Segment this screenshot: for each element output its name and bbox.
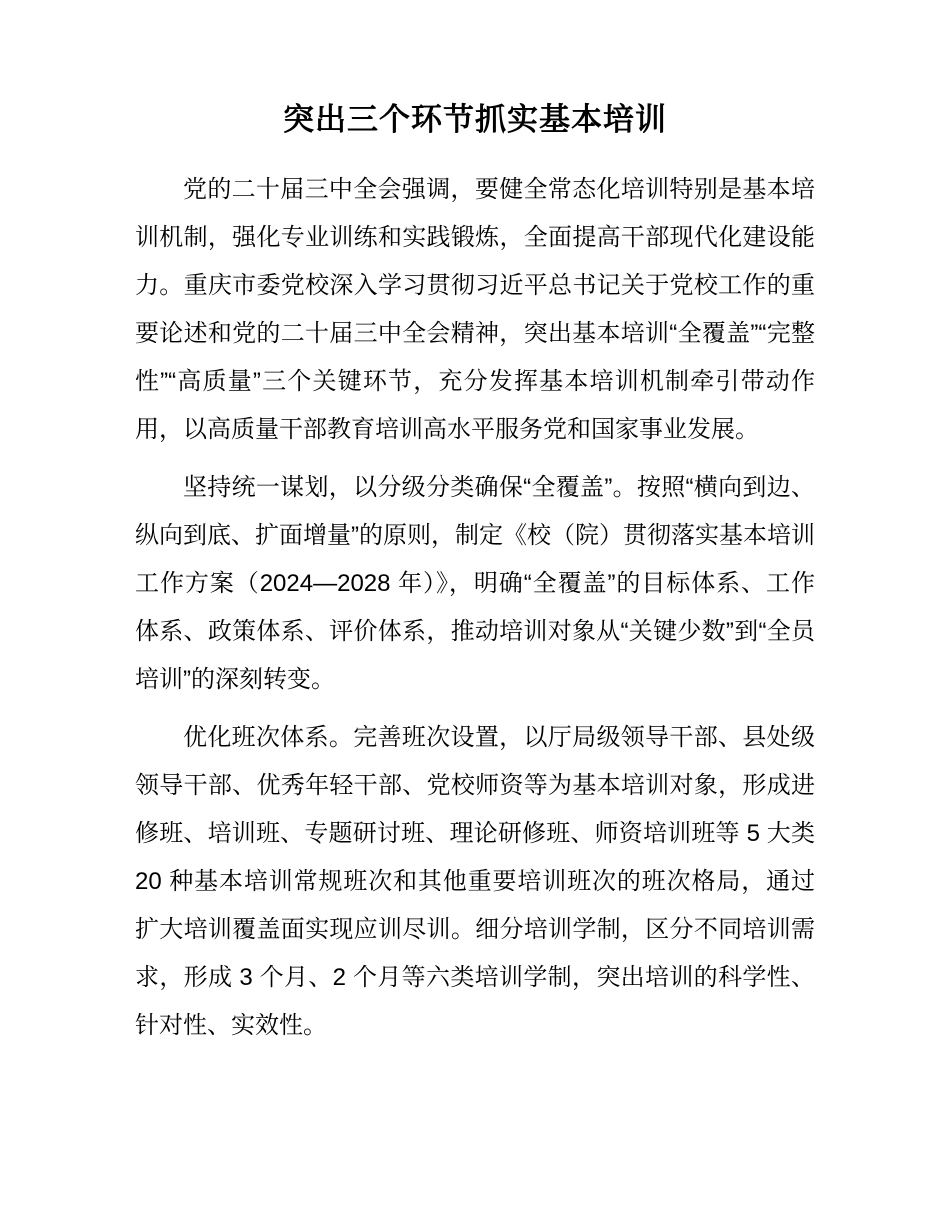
paragraph-3: 优化班次体系。完善班次设置，以厅局级领导干部、县处级领导干部、优秀年轻干部、党校师资等为基本培训对象，形成进修班、培训班、专题研讨班、理论研修班、师资培训班等 5 大类 20 种基本培训常规班次和其他重要培训班次的班次格局，通过扩大培训覆盖面实现应训尽训。细分培训学制，区分不同培训需求，形成 3 个月、2 个月等六类培训学制，突出培训的科学性、针对性、实效性。 — [135, 724, 815, 1039]
paragraph-2: 坚持统一谋划，以分级分类确保“全覆盖”。按照“横向到边、纵向到底、扩面增量”的原则，制定《校（院）贯彻落实基本培训工作方案（2024—2028 年）》，明确“全覆盖”的目标体系、工作体系、政策体系、评价体系，推动培训对象从“关键少数”到“全员培训”的深刻转变。 — [135, 474, 815, 693]
document-body — [135, 166, 815, 1050]
document-title: 突出三个环节抓实基本培训 — [283, 102, 667, 137]
paragraph-1: 党的二十届三中全会强调，要健全常态化培训特别是基本培训机制，强化专业训练和实践锻炼，全面提高干部现代化建设能力。重庆市委党校深入学习贯彻习近平总书记关于党校工作的重要论述和党的二十届三中全会精神，突出基本培训“全覆盖”“完整性”“高质量”三个关键环节，充分发挥基本培训机制牵引带动作用，以高质量干部教育培训高水平服务党和国家事业发展。 — [135, 176, 815, 443]
